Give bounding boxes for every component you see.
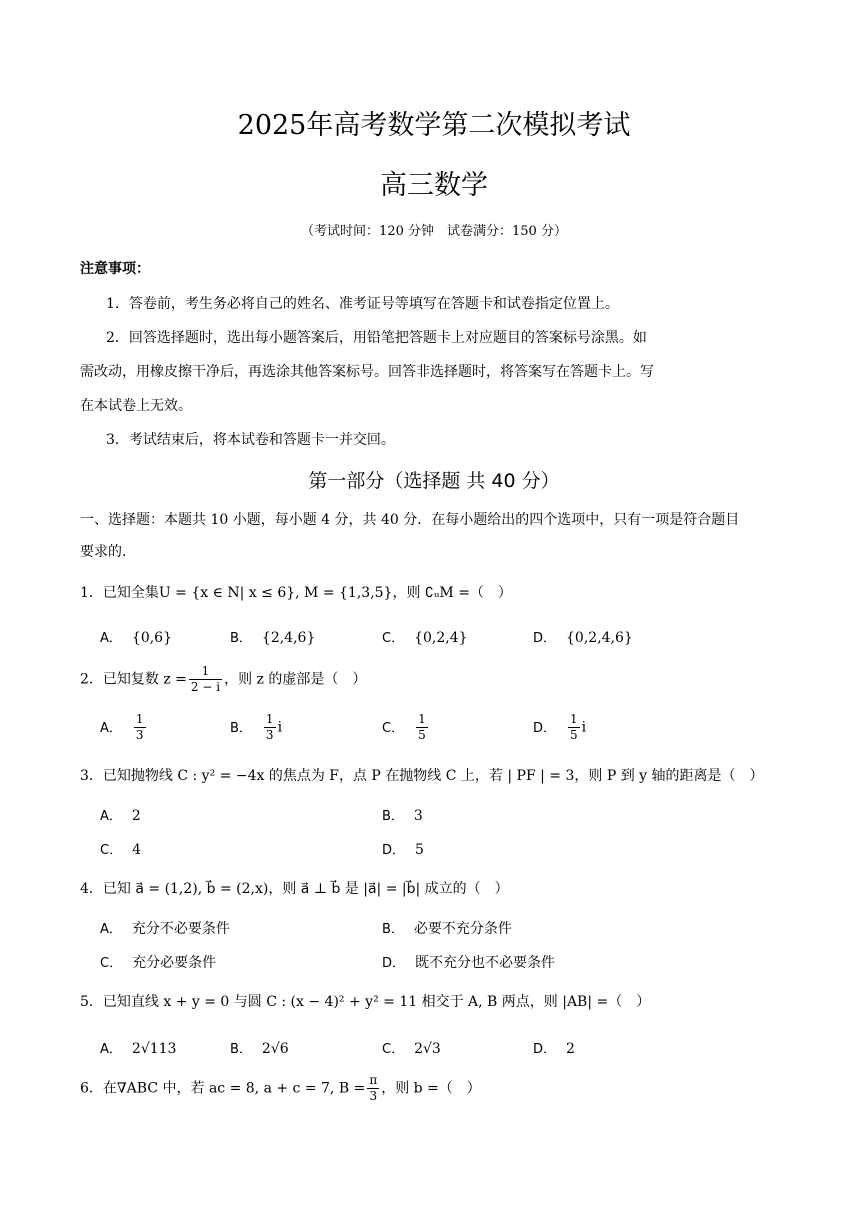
exam-subtitle: 高三数学: [380, 170, 488, 201]
q5-option-c: C． 2√3: [382, 1041, 441, 1057]
notice-item-3: 3．考试结束后，将本试卷和答题卡一并交回。: [106, 432, 395, 448]
q1-option-b: B． {2,4,6}: [230, 630, 316, 646]
q3-option-b: B． 3: [382, 808, 423, 824]
exam-title: 2025年高考数学第二次模拟考试: [237, 110, 631, 141]
question-1: 1．已知全集U = {x ∈ N| x ≤ 6}, M = {1,3,5}，则 ∁ᵤM =（ ）: [80, 585, 512, 601]
notice-item-1: 1．答卷前，考生务必将自己的姓名、准考证号等填写在答题卡和试卷指定位置上。: [106, 296, 619, 312]
q4-option-c: C． 充分必要条件: [100, 955, 217, 971]
q1-option-d: D． {0,2,4,6}: [533, 630, 633, 646]
q5-option-d: D． 2: [533, 1041, 575, 1057]
notice-title: 注意事项：: [80, 261, 150, 277]
q4-option-a: A． 充分不必要条件: [100, 921, 230, 937]
notice-item-2-line-1: 2．回答选择题时，选出每小题答案后，用铅笔把答题卡上对应题目的答案标号涂黑。如: [106, 330, 647, 346]
question-2: 2．已知复数 z = $\frac{1}{2 - i}$ ，则 z 的虚部是（ ）: [80, 664, 367, 694]
section-instructions-line-1: 一、选择题：本题共 10 小题，每小题 4 分，共 40 分．在每小题给出的四个选项中，只有一项是符合题目: [80, 512, 740, 528]
question-3: 3．已知抛物线 C : y² = −4x 的焦点为 F，点 P 在抛物线 C 上，若 | PF | = 3，则 P 到 y 轴的距离是（ ）: [80, 768, 764, 784]
notice-item-2-line-2: 需改动，用橡皮擦干净后，再选涂其他答案标号。回答非选择题时，将答案写在答题卡上。写: [80, 364, 654, 380]
q5-option-b: B． 2√6: [230, 1041, 289, 1057]
question-4: 4．已知 a⃗ = (1,2), b⃗ = (2,x)，则 a⃗ ⊥ b⃗ 是 |a⃗| = |b⃗| 成立的（ ）: [80, 881, 509, 897]
q4-option-b: B． 必要不充分条件: [382, 921, 512, 937]
q2-option-a: A． $\frac{1}{3}$: [100, 712, 144, 742]
exam-info: （考试时间：120 分钟 试卷满分：150 分）: [301, 224, 567, 239]
section-instructions-line-2: 要求的．: [80, 544, 136, 560]
question-6: 6．在∇ABC 中，若 ac = 8, a + c = 7, B = $\frac{\pi}{3}$ ，则 b =（ ）: [80, 1073, 481, 1103]
q5-option-a: A． 2√113: [100, 1041, 177, 1057]
q1-option-a: A． {0,6}: [100, 630, 172, 646]
q3-option-a: A． 2: [100, 808, 141, 824]
question-5: 5．已知直线 x + y = 0 与圆 C : (x − 4)² + y² = 11 相交于 A, B 两点，则 |AB| =（ ）: [80, 994, 651, 1010]
q3-option-c: C． 4: [100, 842, 141, 858]
part-title: 第一部分（选择题 共 40 分）: [308, 470, 560, 492]
q2-option-c: C． $\frac{1}{5}$: [382, 712, 426, 742]
q2-option-d: D． $\frac{1}{5}$ i: [533, 712, 587, 742]
q2-option-b: B． $\frac{1}{3}$ i: [230, 712, 283, 742]
q3-option-d: D． 5: [382, 842, 424, 858]
q2-fraction: $\frac{1}{2 - i}$: [190, 664, 221, 694]
q1-option-c: C． {0,2,4}: [382, 630, 468, 646]
q4-option-d: D． 既不充分也不必要条件: [382, 955, 556, 971]
q6-fraction: $\frac{\pi}{3}$: [369, 1073, 378, 1103]
notice-item-2-line-3: 在本试卷上无效。: [80, 398, 192, 414]
